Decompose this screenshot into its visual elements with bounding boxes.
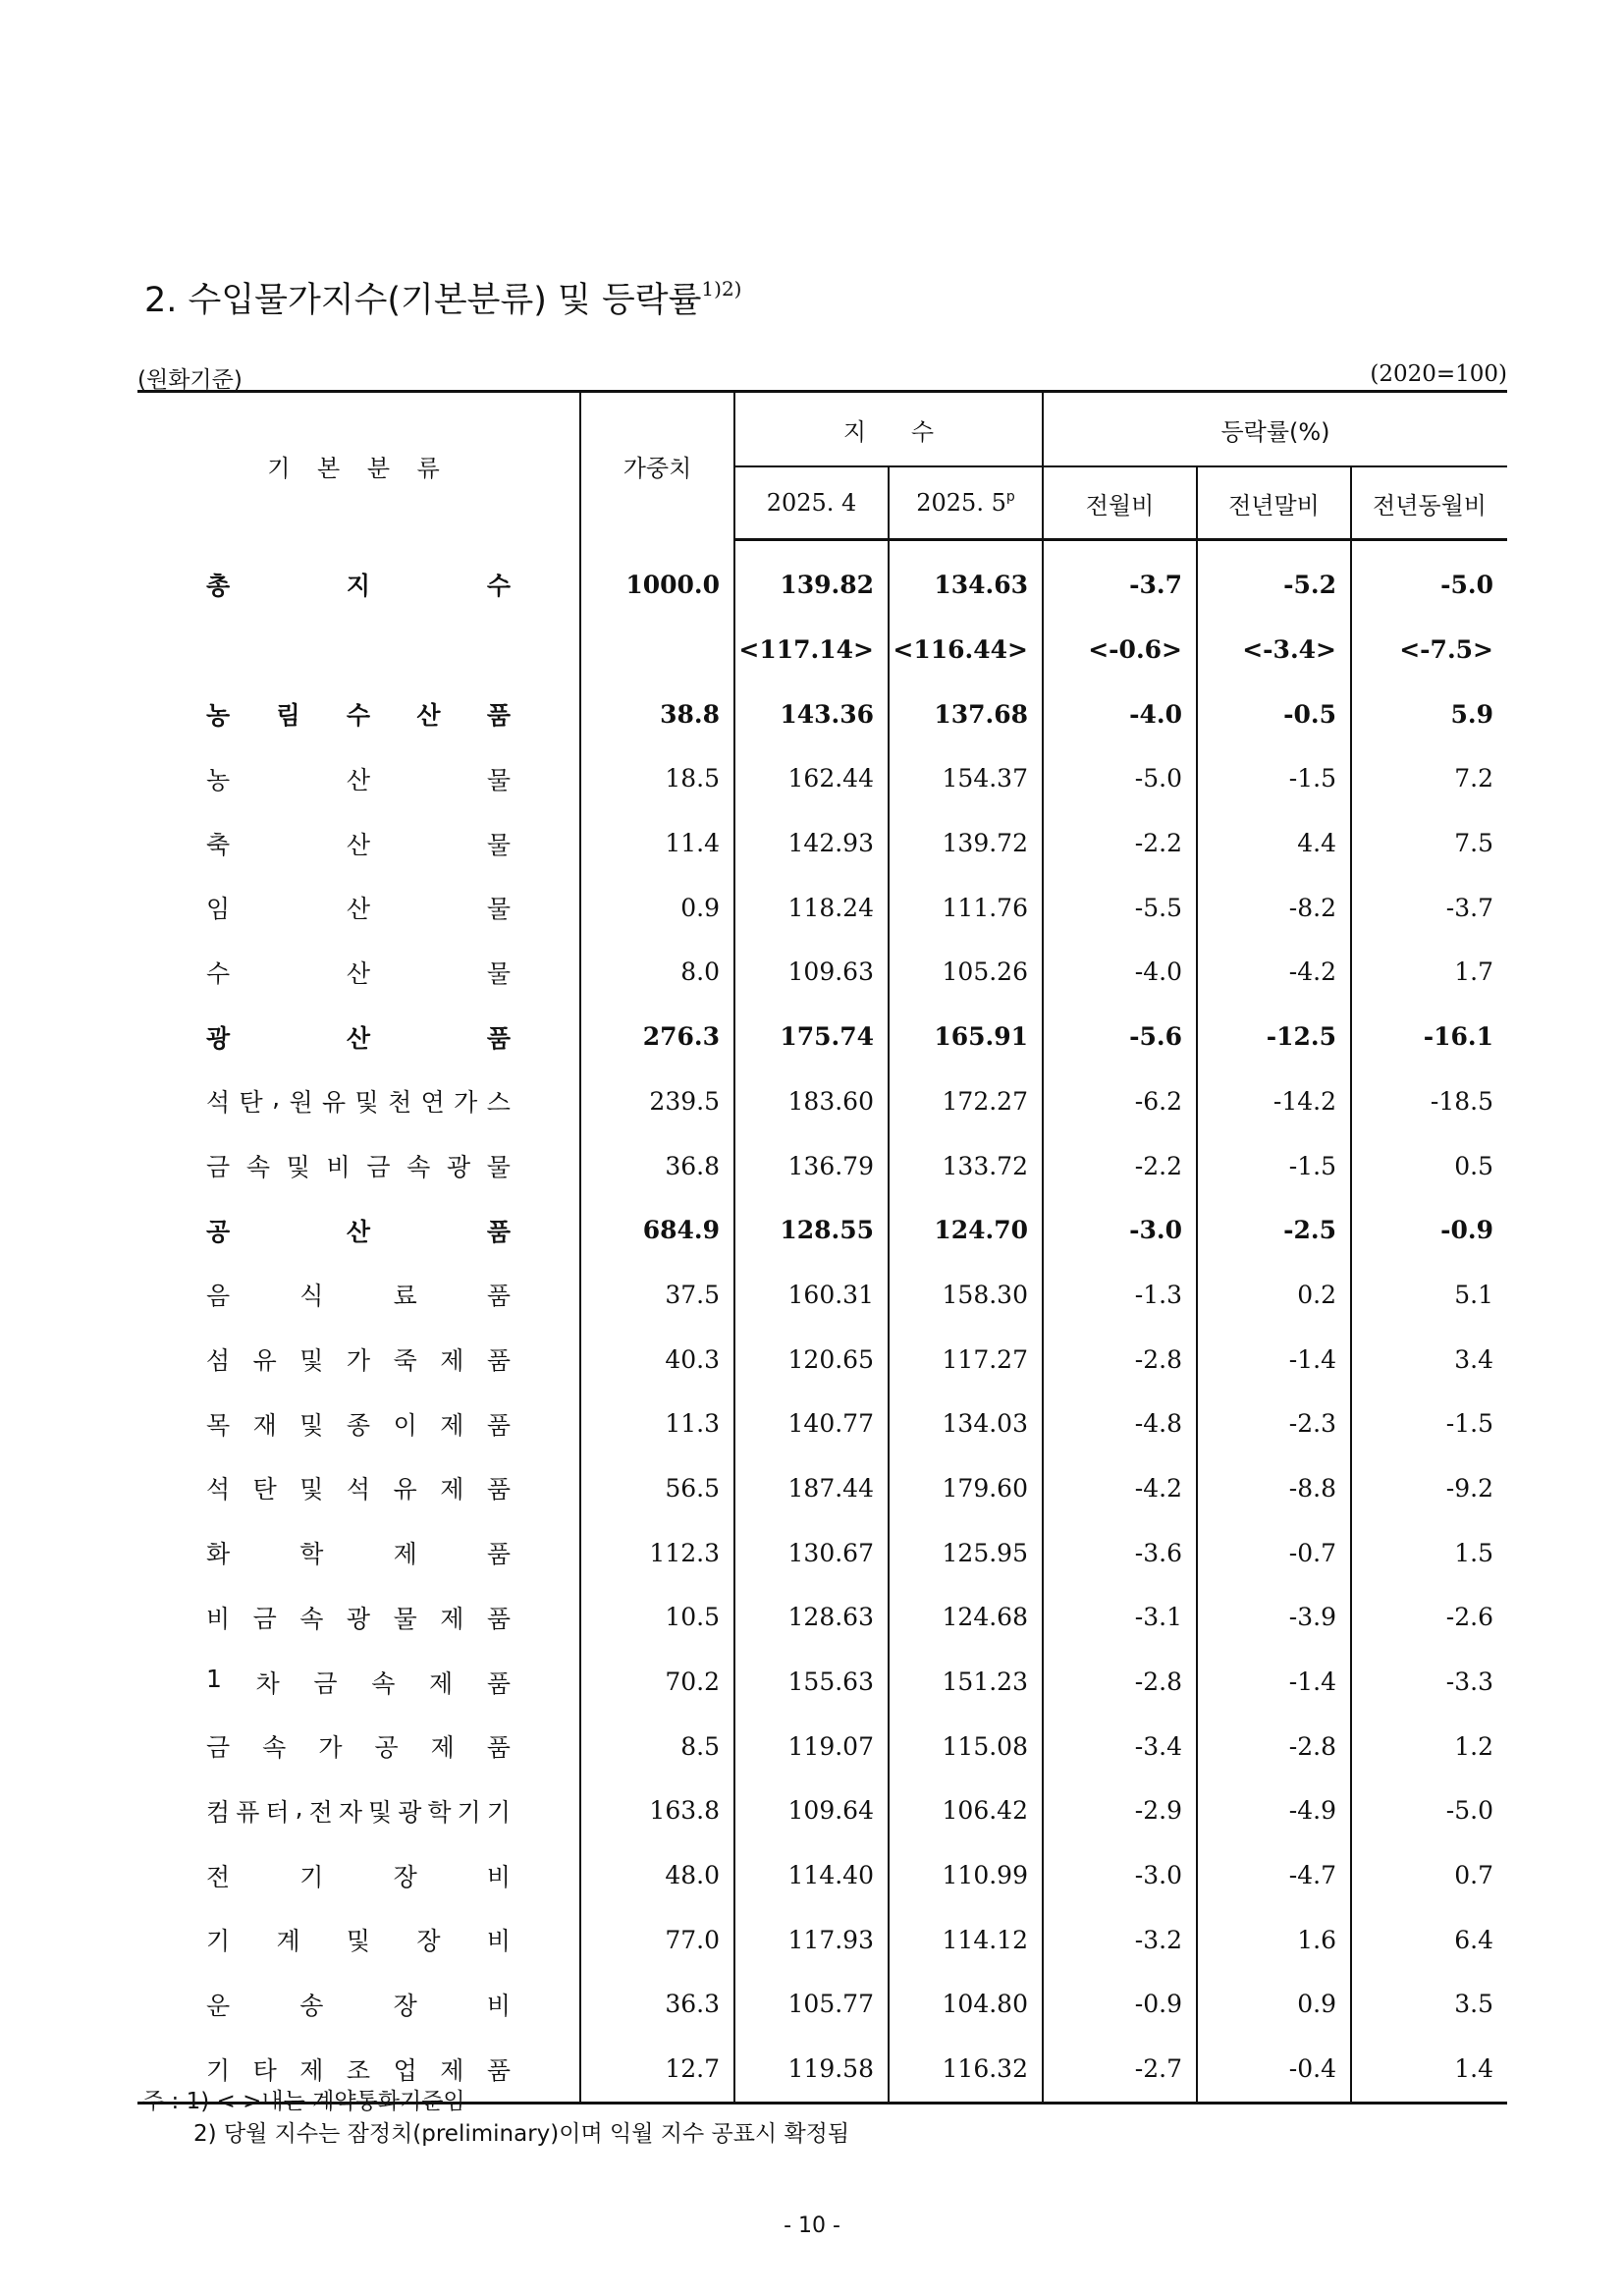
row-label-text: 석 탄 및 석 유 제 품	[206, 1475, 511, 1504]
cell-weight: 276.3	[580, 1005, 734, 1069]
cell-weight: 11.3	[580, 1392, 734, 1456]
cell-mom: -3.2	[1043, 1907, 1197, 1972]
cell-prev: 143.36	[734, 682, 889, 746]
cell-prev: 114.40	[734, 1843, 889, 1908]
cell-weight: 77.0	[580, 1907, 734, 1972]
cell-cur: 158.30	[889, 1263, 1043, 1328]
cell-yoy: 7.2	[1351, 746, 1507, 811]
currency-basis-label: (원화기준)	[137, 367, 243, 393]
table-row	[137, 940, 1507, 1005]
cell-ytd: 0.9	[1197, 1972, 1351, 2037]
cell-weight: 239.5	[580, 1069, 734, 1134]
cell-yoy: 3.5	[1351, 1972, 1507, 2037]
cell-weight: 40.3	[580, 1327, 734, 1392]
table-row	[137, 618, 1507, 683]
cell-prev: 187.44	[734, 1456, 889, 1521]
cell-prev: <117.14>	[734, 618, 889, 683]
cell-weight: 8.5	[580, 1714, 734, 1778]
row-label	[137, 1778, 580, 1843]
cell-prev: 130.67	[734, 1520, 889, 1585]
cell-cur: 115.08	[889, 1714, 1043, 1778]
row-label-text: 1 차 금 속 제 품	[206, 1664, 511, 1698]
cell-cur: 179.60	[889, 1456, 1043, 1521]
row-label-text: 기 계 및 장 비	[206, 1927, 511, 1956]
cell-yoy: -16.1	[1351, 1005, 1507, 1069]
cell-prev: 183.60	[734, 1069, 889, 1134]
cell-cur: 124.68	[889, 1585, 1043, 1650]
cell-prev: 160.31	[734, 1263, 889, 1328]
row-label-text: 농 림 수 산 품	[206, 701, 511, 731]
row-label	[137, 618, 580, 683]
table-row	[137, 1263, 1507, 1328]
row-label	[137, 1520, 580, 1585]
cell-prev: 117.93	[734, 1907, 889, 1972]
cell-weight: 38.8	[580, 682, 734, 746]
cell-cur: 105.26	[889, 940, 1043, 1005]
cell-mom: -5.6	[1043, 1005, 1197, 1069]
cell-prev: 119.07	[734, 1714, 889, 1778]
cell-weight: 12.7	[580, 2037, 734, 2103]
table-row	[137, 540, 1507, 618]
cell-ytd: -2.5	[1197, 1198, 1351, 1263]
cell-cur: 124.70	[889, 1198, 1043, 1263]
cell-prev: 109.64	[734, 1778, 889, 1843]
table-row	[137, 1585, 1507, 1650]
cell-cur: 151.23	[889, 1650, 1043, 1715]
cell-cur: 154.37	[889, 746, 1043, 811]
cell-ytd: -0.4	[1197, 2037, 1351, 2103]
table-row	[137, 1714, 1507, 1778]
cell-yoy: 6.4	[1351, 1907, 1507, 1972]
cell-yoy: 0.7	[1351, 1843, 1507, 1908]
cell-ytd: -0.7	[1197, 1520, 1351, 1585]
cell-ytd: -4.7	[1197, 1843, 1351, 1908]
table-row	[137, 1069, 1507, 1134]
cell-ytd: -8.8	[1197, 1456, 1351, 1521]
cell-ytd: -2.8	[1197, 1714, 1351, 1778]
cell-weight: 37.5	[580, 1263, 734, 1328]
cell-mom: -5.0	[1043, 746, 1197, 811]
table-row	[137, 1392, 1507, 1456]
table-row	[137, 682, 1507, 746]
cell-prev: 142.93	[734, 811, 889, 876]
row-label	[137, 1456, 580, 1521]
cell-mom: -3.6	[1043, 1520, 1197, 1585]
row-label	[137, 682, 580, 746]
row-label	[137, 1005, 580, 1069]
cell-cur: 111.76	[889, 875, 1043, 940]
header-ytd: 전년말비	[1197, 466, 1351, 540]
page-title	[144, 267, 741, 322]
row-label	[137, 1972, 580, 2037]
cell-cur: 133.72	[889, 1133, 1043, 1198]
cell-prev: 105.77	[734, 1972, 889, 2037]
cell-yoy: 1.5	[1351, 1520, 1507, 1585]
table-row	[137, 1520, 1507, 1585]
base-year-label: (2020=100)	[1370, 361, 1507, 387]
cell-yoy: 1.7	[1351, 940, 1507, 1005]
table-row	[137, 1650, 1507, 1715]
row-label-text: 광 산 품	[206, 1023, 511, 1053]
cell-prev: 109.63	[734, 940, 889, 1005]
cell-weight: 0.9	[580, 875, 734, 940]
cell-weight: 36.8	[580, 1133, 734, 1198]
cell-prev: 128.63	[734, 1585, 889, 1650]
title-text: 2. 수입물가지수(기본분류) 및 등락률	[144, 281, 702, 320]
cell-cur: 106.42	[889, 1778, 1043, 1843]
table-row	[137, 1907, 1507, 1972]
row-label	[137, 1650, 580, 1715]
cell-yoy: -3.7	[1351, 875, 1507, 940]
cell-ytd: 0.2	[1197, 1263, 1351, 1328]
row-label-text: 석 탄 , 원 유 및 천 연 가 스	[206, 1083, 511, 1118]
cell-yoy: -2.6	[1351, 1585, 1507, 1650]
cell-prev: 162.44	[734, 746, 889, 811]
row-label	[137, 1392, 580, 1456]
cell-mom: -5.5	[1043, 875, 1197, 940]
cell-mom: -3.7	[1043, 540, 1197, 618]
cell-mom: -3.0	[1043, 1198, 1197, 1263]
table-row	[137, 746, 1507, 811]
page-number: - 10 -	[784, 2214, 840, 2238]
cell-mom: -3.0	[1043, 1843, 1197, 1908]
row-label-text: 축 산 물	[206, 830, 511, 859]
row-label-text: 농 산 물	[206, 765, 511, 794]
footnote-2: 2) 당월 지수는 잠정치(preliminary)이며 익월 지수 공표시 확정됨	[193, 2121, 850, 2147]
row-label	[137, 1714, 580, 1778]
title-footnote-marker: 1)2)	[701, 277, 742, 301]
row-label	[137, 1263, 580, 1328]
cell-yoy: -0.9	[1351, 1198, 1507, 1263]
cell-yoy: 0.5	[1351, 1133, 1507, 1198]
row-label-text: 금 속 가 공 제 품	[206, 1733, 511, 1763]
cell-cur: 137.68	[889, 682, 1043, 746]
cell-weight: 112.3	[580, 1520, 734, 1585]
cell-weight: 163.8	[580, 1778, 734, 1843]
cell-mom: -4.0	[1043, 940, 1197, 1005]
cell-mom: -0.9	[1043, 1972, 1197, 2037]
cell-ytd: -1.4	[1197, 1650, 1351, 1715]
cell-prev: 139.82	[734, 540, 889, 618]
table-row	[137, 1327, 1507, 1392]
cell-prev: 140.77	[734, 1392, 889, 1456]
row-label-text: 컴 퓨 터 , 전 자 및 광 학 기 기	[206, 1792, 511, 1827]
cell-yoy: 7.5	[1351, 811, 1507, 876]
cell-mom: <-0.6>	[1043, 618, 1197, 683]
cell-yoy: 1.2	[1351, 1714, 1507, 1778]
cell-prev: 155.63	[734, 1650, 889, 1715]
row-label	[137, 746, 580, 811]
cell-mom: -2.2	[1043, 1133, 1197, 1198]
table-row	[137, 811, 1507, 876]
footnotes	[142, 2086, 849, 2151]
cell-weight: 56.5	[580, 1456, 734, 1521]
cell-weight: 11.4	[580, 811, 734, 876]
cell-weight: 684.9	[580, 1198, 734, 1263]
header-mom: 전월비	[1043, 466, 1197, 540]
cell-ytd: -8.2	[1197, 875, 1351, 940]
row-label	[137, 940, 580, 1005]
row-label-text: 금 속 및 비 금 속 광 물	[206, 1153, 511, 1182]
cell-mom: -3.1	[1043, 1585, 1197, 1650]
table-row	[137, 1456, 1507, 1521]
cell-weight: 1000.0	[580, 540, 734, 618]
cell-weight: 8.0	[580, 940, 734, 1005]
cell-yoy: -3.3	[1351, 1650, 1507, 1715]
row-label	[137, 811, 580, 876]
table-row	[137, 1198, 1507, 1263]
row-label-text: 전 기 장 비	[206, 1862, 511, 1891]
cell-yoy: -1.5	[1351, 1392, 1507, 1456]
row-label	[137, 1327, 580, 1392]
row-label-text: 기 타 제 조 업 제 품	[206, 2055, 511, 2085]
table-row	[137, 1972, 1507, 2037]
cell-ytd: -0.5	[1197, 682, 1351, 746]
header-cur-month: 2025. 5$^p$	[889, 466, 1043, 540]
cell-ytd: -2.3	[1197, 1392, 1351, 1456]
cell-prev: 175.74	[734, 1005, 889, 1069]
row-label-text: 임 산 물	[206, 895, 511, 924]
cell-cur: 139.72	[889, 811, 1043, 876]
table-row	[137, 1133, 1507, 1198]
cell-yoy: 1.4	[1351, 2037, 1507, 2103]
row-label-text: 비 금 속 광 물 제 품	[206, 1604, 511, 1633]
cell-cur: 125.95	[889, 1520, 1043, 1585]
cell-cur: <116.44>	[889, 618, 1043, 683]
row-label	[137, 875, 580, 940]
cell-mom: -4.0	[1043, 682, 1197, 746]
row-label-text: 운 송 장 비	[206, 1991, 511, 2020]
cell-ytd: -3.9	[1197, 1585, 1351, 1650]
cell-ytd: -4.9	[1197, 1778, 1351, 1843]
cell-prev: 128.55	[734, 1198, 889, 1263]
row-label-text: 음 식 료 품	[206, 1282, 511, 1311]
row-label	[137, 1585, 580, 1650]
table-row	[137, 1005, 1507, 1069]
cell-cur: 134.03	[889, 1392, 1043, 1456]
header-yoy: 전년동월비	[1351, 466, 1507, 540]
cell-yoy: -9.2	[1351, 1456, 1507, 1521]
cell-cur: 117.27	[889, 1327, 1043, 1392]
row-label	[137, 1133, 580, 1198]
row-label-text: 총 지 수	[206, 572, 511, 601]
row-label	[137, 1907, 580, 1972]
cell-yoy: -5.0	[1351, 540, 1507, 618]
cell-mom: -3.4	[1043, 1714, 1197, 1778]
row-label	[137, 540, 580, 618]
cell-ytd: -1.5	[1197, 746, 1351, 811]
row-label-text: 섬 유 및 가 죽 제 품	[206, 1346, 511, 1376]
import-price-index-table	[137, 390, 1507, 2105]
cell-mom: -2.8	[1043, 1327, 1197, 1392]
cell-ytd: -1.5	[1197, 1133, 1351, 1198]
row-label	[137, 1069, 580, 1134]
header-rate-group: 등락률(%)	[1043, 392, 1507, 467]
footnote-1: 주 : 1) < >내는 계약통화기준임	[142, 2089, 465, 2114]
cell-prev: 120.65	[734, 1327, 889, 1392]
cell-mom: -2.8	[1043, 1650, 1197, 1715]
cell-mom: -6.2	[1043, 1069, 1197, 1134]
cell-cur: 114.12	[889, 1907, 1043, 1972]
header-weight: 가중치	[580, 392, 734, 540]
cell-mom: -4.2	[1043, 1456, 1197, 1521]
cell-ytd: -4.2	[1197, 940, 1351, 1005]
cell-weight: 70.2	[580, 1650, 734, 1715]
row-label-text: 공 산 품	[206, 1217, 511, 1246]
row-label	[137, 1198, 580, 1263]
cell-mom: -1.3	[1043, 1263, 1197, 1328]
cell-mom: -2.2	[1043, 811, 1197, 876]
header-category: 기 본 분 류	[267, 455, 450, 483]
cell-ytd: <-3.4>	[1197, 618, 1351, 683]
cell-yoy: <-7.5>	[1351, 618, 1507, 683]
cell-ytd: -5.2	[1197, 540, 1351, 618]
cell-ytd: -1.4	[1197, 1327, 1351, 1392]
cell-cur: 134.63	[889, 540, 1043, 618]
cell-prev: 136.79	[734, 1133, 889, 1198]
cell-weight	[580, 618, 734, 683]
cell-cur: 116.32	[889, 2037, 1043, 2103]
cell-yoy: 5.9	[1351, 682, 1507, 746]
cell-yoy: -5.0	[1351, 1778, 1507, 1843]
cell-ytd: -14.2	[1197, 1069, 1351, 1134]
cell-yoy: -18.5	[1351, 1069, 1507, 1134]
cell-ytd: 1.6	[1197, 1907, 1351, 1972]
cell-mom: -2.7	[1043, 2037, 1197, 2103]
cell-cur: 172.27	[889, 1069, 1043, 1134]
row-label	[137, 1843, 580, 1908]
cell-prev: 118.24	[734, 875, 889, 940]
cell-weight: 36.3	[580, 1972, 734, 2037]
cell-weight: 18.5	[580, 746, 734, 811]
table-row	[137, 875, 1507, 940]
header-prev-month: 2025. 4	[734, 466, 889, 540]
cell-weight: 48.0	[580, 1843, 734, 1908]
cell-ytd: -12.5	[1197, 1005, 1351, 1069]
cell-weight: 10.5	[580, 1585, 734, 1650]
cell-cur: 104.80	[889, 1972, 1043, 2037]
cell-yoy: 3.4	[1351, 1327, 1507, 1392]
table-row	[137, 1843, 1507, 1908]
cell-mom: -2.9	[1043, 1778, 1197, 1843]
cell-cur: 165.91	[889, 1005, 1043, 1069]
cell-mom: -4.8	[1043, 1392, 1197, 1456]
cell-yoy: 5.1	[1351, 1263, 1507, 1328]
cell-cur: 110.99	[889, 1843, 1043, 1908]
table-row	[137, 1778, 1507, 1843]
row-label-text: 목 재 및 종 이 제 품	[206, 1410, 511, 1440]
row-label-text: 수 산 물	[206, 958, 511, 988]
cell-prev: 119.58	[734, 2037, 889, 2103]
cell-ytd: 4.4	[1197, 811, 1351, 876]
header-index-group: 지 수	[734, 392, 1043, 467]
row-label-text: 화 학 제 품	[206, 1540, 511, 1569]
